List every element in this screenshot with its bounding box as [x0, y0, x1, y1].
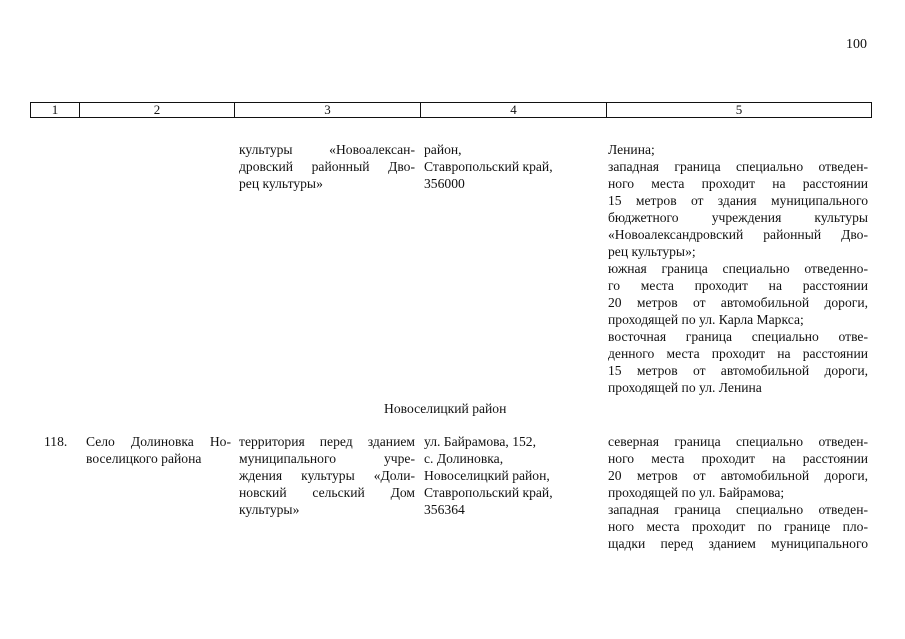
text-line: южная граница специально отведенно- [608, 261, 868, 276]
text-line: Село Долиновка Но- [86, 434, 231, 449]
text-line: 356364 [424, 502, 465, 517]
row118-boundaries [608, 433, 868, 552]
text-line: дровский районный Дво- [239, 159, 415, 174]
text-line: муниципального учре- [239, 451, 415, 466]
text-line: щадки перед зданием муниципального [608, 536, 868, 551]
row-number: 118. [44, 434, 68, 449]
text-line: ного места проходит на расстоянии [608, 451, 868, 466]
text-line: ного места проходит по границе пло- [608, 519, 868, 534]
column-number-1: 1 [31, 103, 80, 118]
row118-address [424, 433, 600, 518]
text-line: культуры» [239, 502, 300, 517]
text-line: западная граница специально отведен- [608, 159, 868, 174]
section-title: Новоселицкий район [384, 401, 507, 416]
text-line: Новоселицкий район, [424, 468, 550, 483]
text-line: проходящей по ул. Карла Маркса; [608, 312, 804, 327]
text-line: новский сельский Дом [239, 485, 415, 500]
row118-place [239, 433, 415, 518]
text-line: с. Долиновка, [424, 451, 504, 466]
text-line: район, [424, 142, 462, 157]
continuation-col4 [424, 141, 600, 192]
text-line: культуры «Новоалексан- [239, 142, 415, 157]
row118-settlement [86, 433, 231, 467]
text-line: восточная граница специально отве- [608, 329, 868, 344]
text-line: ул. Байрамова, 152, [424, 434, 536, 449]
text-line: ждения культуры «Доли- [239, 468, 415, 483]
text-line: Ставропольский край, [424, 159, 553, 174]
text-line: северная граница специально отведен- [608, 434, 868, 449]
text-line: воселицкого района [86, 451, 202, 466]
text-line: рец культуры»; [608, 244, 696, 259]
continuation-col3 [239, 141, 415, 192]
text-line: 15 метров от автомобильной дороги, [608, 363, 868, 378]
text-line: территория перед зданием [239, 434, 415, 449]
text-line: го места проходит на расстоянии [608, 278, 868, 293]
text-line: 20 метров от автомобильной дороги, [608, 468, 868, 483]
text-line: бюджетного учреждения культуры [608, 210, 868, 225]
page-number: 100 [846, 37, 867, 52]
text-line: Ставропольский край, [424, 485, 553, 500]
column-number-3: 3 [235, 103, 421, 118]
text-line: 356000 [424, 176, 465, 191]
text-line: рец культуры» [239, 176, 323, 191]
text-line: Ленина; [608, 142, 655, 157]
text-line: ного места проходит на расстоянии [608, 176, 868, 191]
text-line: «Новоалександровский районный Дво- [608, 227, 868, 242]
text-line: 15 метров от здания муниципального [608, 193, 868, 208]
continuation-col5 [608, 141, 868, 396]
text-line: 20 метров от автомобильной дороги, [608, 295, 868, 310]
column-number-4: 4 [421, 103, 607, 118]
column-header-row [30, 102, 872, 118]
text-line: проходящей по ул. Ленина [608, 380, 762, 395]
text-line: проходящей по ул. Байрамова; [608, 485, 785, 500]
column-number-2: 2 [80, 103, 235, 118]
column-number-5: 5 [607, 103, 872, 118]
text-line: западная граница специально отведен- [608, 502, 868, 517]
text-line: денного места проходит на расстоянии [608, 346, 868, 361]
